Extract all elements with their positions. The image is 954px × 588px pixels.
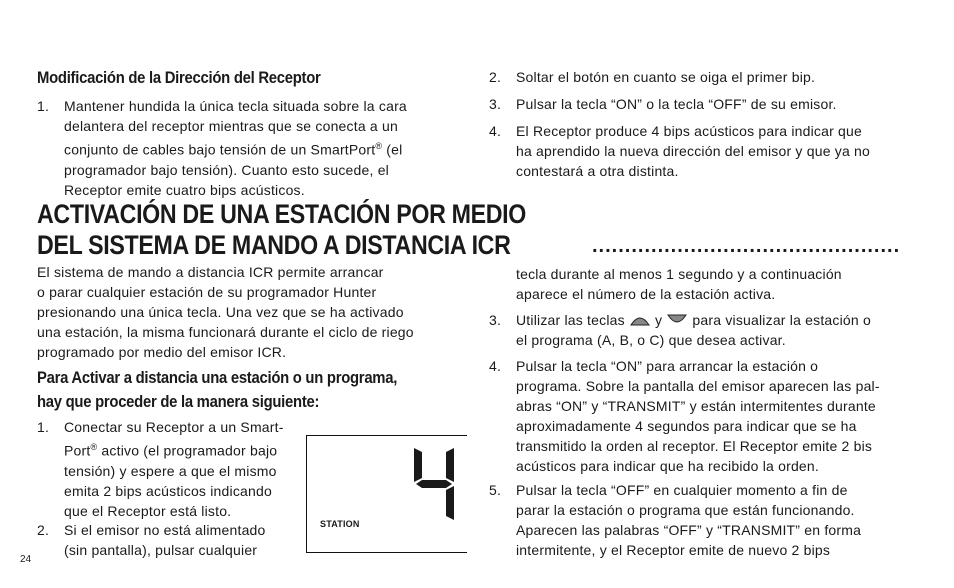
down-arrow-key-icon — [666, 312, 688, 328]
text-line: Pulsar la tecla “ON” o la tecla “OFF” de su emisor. — [516, 96, 837, 112]
item-2-continuation — [516, 264, 936, 304]
list-item — [489, 356, 929, 476]
item-number: 4. — [489, 123, 502, 139]
text-line: aproximadamente 4 segundos para indicar que se ha — [516, 418, 857, 434]
text-line: delantera del receptor mientras que se conecta a un — [64, 118, 398, 134]
intro-paragraph — [37, 262, 467, 362]
list-item — [37, 520, 307, 560]
text-line: Port® activo (el programador bajo — [64, 442, 278, 459]
text-line: que el Receptor está listo. — [64, 502, 232, 519]
text-line: programa. Sobre la pantalla del emisor aparecen las pal- — [516, 378, 880, 394]
list-item — [37, 417, 307, 517]
text-line: parar la estación o programa que están funcionando. — [516, 502, 855, 518]
item-number: 2. — [37, 522, 50, 538]
text-line: Pulsar la tecla “ON” para arrancar la estación o — [516, 358, 819, 374]
text-line: una estación, la misma funcionará durante el ciclo de riego — [37, 324, 414, 340]
list-item — [489, 67, 929, 87]
text-line: El sistema de mando a distancia ICR permite arrancar — [37, 264, 384, 280]
remote-lcd-display — [306, 435, 467, 553]
list-item — [489, 94, 929, 114]
item-number: 1. — [37, 419, 50, 435]
main-title-line-2: DEL SISTEMA DE MANDO A DISTANCIA ICR — [37, 230, 511, 260]
main-title-line-2-row — [37, 229, 588, 261]
text-line: Conectar su Receptor a un Smart- — [64, 419, 284, 435]
text-line: Receptor emite cuatro bips acústicos. — [64, 181, 305, 198]
text-line: programador bajo tensión). Cuanto esto sucede, el — [64, 161, 389, 178]
text-line: el programa (A, B, o C) que desea activar. — [516, 332, 786, 348]
item-number: 3. — [489, 312, 502, 328]
text-line: Soltar el botón en cuanto se oiga el primer bip. — [516, 69, 816, 85]
item-number: 2. — [489, 69, 502, 85]
list-item — [489, 310, 929, 350]
text-line: ha aprendido la nueva dirección del emisor y que ya no — [516, 143, 871, 159]
list-item — [37, 96, 457, 196]
text-line: tensión) y espere a que el mismo — [64, 462, 277, 479]
registered-mark: ® — [90, 442, 98, 452]
text-line: El Receptor produce 4 bips acústicos para indicar que — [516, 123, 863, 139]
up-arrow-key-icon — [629, 312, 651, 328]
registered-mark: ® — [375, 141, 383, 151]
text-line: Pulsar la tecla “OFF” en cualquier momento a fin de — [516, 482, 848, 498]
text-line: Utilizar las teclas y para visualizar la estación o — [516, 312, 871, 328]
section-heading-receiver-address: Modificación de la Dirección del Receptor — [37, 69, 321, 87]
item-number: 1. — [37, 98, 50, 114]
text-line: programado por medio del emisor ICR. — [37, 344, 287, 360]
text-line: (sin pantalla), pulsar cualquier — [64, 542, 258, 558]
text-line: Si el emisor no está alimentado — [64, 522, 266, 538]
text-line: presionando una única tecla. Una vez que se ha activado — [37, 304, 404, 320]
list-item — [489, 121, 929, 181]
text-line: Aparecen las palabras “OFF” y “TRANSMIT” en forma — [516, 522, 862, 538]
text-line: abras “ON” y “TRANSMIT” y están intermitentes durante — [516, 398, 876, 414]
text-line: Mantener hundida la única tecla situada sobre la cara — [64, 98, 407, 114]
text-line: contestará a otra distinta. — [516, 163, 679, 179]
item-number: 3. — [489, 96, 502, 112]
text-line: conjunto de cables bajo tensión de un SmartPort® (el — [64, 141, 403, 158]
station-label: STATION — [320, 519, 360, 529]
item-number: 4. — [489, 358, 502, 374]
lcd-digit-4 — [411, 446, 457, 522]
text-line: o parar cualquier estación de su programador Hunter — [37, 284, 377, 300]
text-line: tecla durante al menos 1 segundo y a continuación — [516, 266, 842, 282]
text-line: aparece el número de la estación activa. — [516, 286, 776, 302]
main-title-line-1: ACTIVACIÓN DE UNA ESTACIÓN POR MEDIO — [37, 199, 527, 229]
title-leader-dots: ............................................... — [592, 235, 901, 257]
text-line: transmitido la orden al receptor. El Receptor emite 2 bis — [516, 438, 873, 454]
text-line: emita 2 bips acústicos indicando — [64, 482, 272, 499]
section-heading-activate-line-1: Para Activar a distancia una estación o un programa, — [37, 369, 398, 387]
item-number: 5. — [489, 482, 502, 498]
text-line: intermitente, y el Receptor emite de nuevo 2 bips — [516, 542, 831, 558]
page-number: 24 — [20, 554, 32, 565]
section-heading-activate-line-2: hay que proceder de la manera siguiente: — [37, 393, 320, 411]
text-line: acústicos para indicar que ha recibido la orden. — [516, 458, 819, 474]
list-item — [489, 480, 929, 560]
